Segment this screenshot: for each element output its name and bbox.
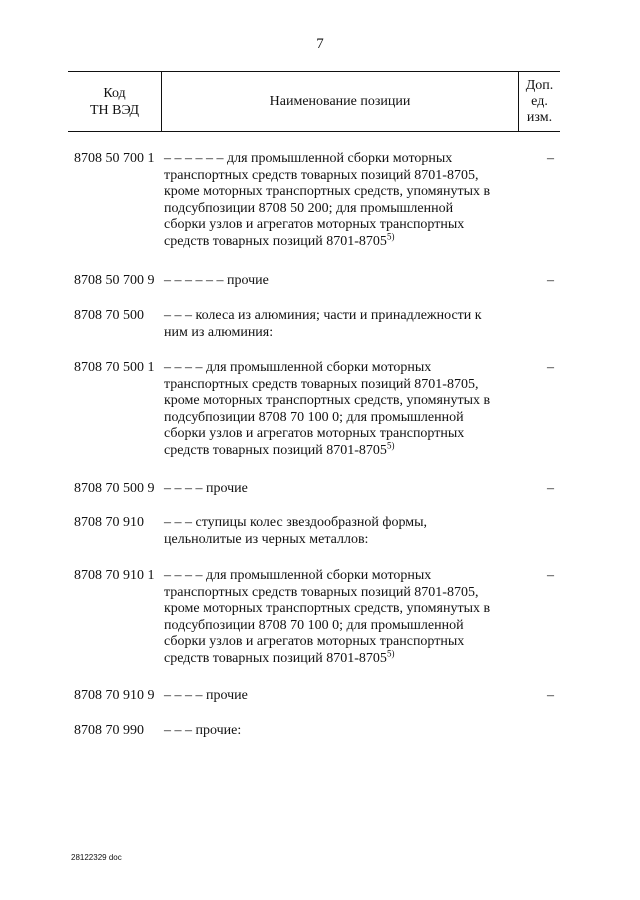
row-unit: – <box>547 568 554 583</box>
footnote-ref: 5) <box>386 647 395 658</box>
header-code-column <box>68 72 162 131</box>
row-code: 8708 70 500 <box>74 308 144 323</box>
row-description-first-line: – – – – прочие <box>164 481 248 496</box>
header-name-label: Наименование позиции <box>269 94 411 109</box>
row-description-first-line: – – – – прочие <box>164 688 248 703</box>
header-unit-line2: ед. <box>531 93 548 109</box>
row-code: 8708 70 910 <box>74 515 144 530</box>
row-description-line: кроме моторных транспортных средств, упомянутых в <box>164 601 491 616</box>
header-unit-line3: изм. <box>526 109 553 125</box>
row-description-first-line: – – – – – – для промышленной сборки моторных <box>164 151 453 166</box>
document-footer: 28122329 doc <box>71 853 122 862</box>
table-row <box>74 515 554 548</box>
row-description-line: транспортных средств товарных позиций 8701-8705, <box>164 167 479 183</box>
row-description-first-line: – – – – для промышленной сборки моторных <box>164 568 432 583</box>
table-row <box>74 151 554 250</box>
row-description-line: кроме моторных транспортных средств, упомянутых в <box>164 184 491 199</box>
row-description <box>164 360 540 459</box>
table-row <box>74 360 554 459</box>
row-code: 8708 50 700 1 <box>74 151 155 166</box>
row-description-line: сборки узлов и агрегатов моторных транспортных <box>164 634 465 649</box>
page-number: 7 <box>316 36 324 52</box>
row-unit: – <box>547 273 554 288</box>
row-description <box>164 723 540 740</box>
header-unit-column <box>518 72 560 131</box>
table-row <box>74 568 554 667</box>
row-description-line: транспортных средств товарных позиций 8701-8705, <box>164 584 479 600</box>
row-description <box>164 308 540 341</box>
row-unit: – <box>547 481 554 496</box>
row-description <box>164 568 540 667</box>
row-description-first-line: – – – прочие: <box>164 723 242 738</box>
row-description-first-line: – – – колеса из алюминия; части и принадлежности к <box>164 308 482 323</box>
row-description <box>164 273 540 290</box>
header-code-line2: ТН ВЭД <box>89 102 140 118</box>
table-row <box>74 273 554 290</box>
row-code: 8708 70 910 1 <box>74 568 155 583</box>
row-unit <box>540 515 554 548</box>
row-unit <box>540 308 554 341</box>
table-row <box>74 688 554 705</box>
row-description-line: подсубпозиции 8708 50 200; для промышленной <box>164 200 454 216</box>
header-code-line1: Код <box>103 85 126 101</box>
row-description-line: средств товарных позиций 8701-8705$^{5)}$ <box>164 647 395 666</box>
table-row <box>74 481 554 498</box>
row-description-line: средств товарных позиций 8701-8705$^{5)}$ <box>164 230 395 249</box>
row-description-line: ним из алюминия: <box>164 324 274 340</box>
row-code: 8708 70 500 1 <box>74 360 155 375</box>
footnote-ref: 5) <box>386 230 395 241</box>
row-description <box>164 151 540 250</box>
row-description <box>164 515 540 548</box>
table-row <box>74 723 554 740</box>
row-description-line: подсубпозиции 8708 70 100 0; для промышленной <box>164 409 464 425</box>
header-unit-line1: Доп. <box>525 77 554 93</box>
row-description-first-line: – – – – – – прочие <box>164 273 269 288</box>
row-code: 8708 70 990 <box>74 723 144 738</box>
row-description-line: подсубпозиции 8708 70 100 0; для промышленной <box>164 617 464 633</box>
row-description-line: кроме моторных транспортных средств, упомянутых в <box>164 393 491 408</box>
header-name-column <box>162 72 518 131</box>
row-unit: – <box>547 688 554 703</box>
row-description-line: сборки узлов и агрегатов моторных транспортных <box>164 426 465 441</box>
row-unit: – <box>547 151 554 166</box>
table-header <box>68 71 560 132</box>
row-description <box>164 688 540 705</box>
row-description-first-line: – – – – для промышленной сборки моторных <box>164 360 432 375</box>
row-description-line: цельнолитые из черных металлов: <box>164 531 369 547</box>
footnote-ref: 5) <box>386 439 395 450</box>
row-code: 8708 70 910 9 <box>74 688 155 703</box>
row-description-line: сборки узлов и агрегатов моторных транспортных <box>164 217 465 232</box>
row-description-first-line: – – – ступицы колес звездообразной формы, <box>164 515 428 530</box>
row-description-line: средств товарных позиций 8701-8705$^{5)}$ <box>164 439 395 458</box>
row-code: 8708 70 500 9 <box>74 481 155 496</box>
row-unit <box>540 723 554 740</box>
table-row <box>74 308 554 341</box>
row-description-line: транспортных средств товарных позиций 8701-8705, <box>164 376 479 392</box>
row-unit: – <box>547 360 554 375</box>
row-code: 8708 50 700 9 <box>74 273 155 288</box>
row-description <box>164 481 540 498</box>
